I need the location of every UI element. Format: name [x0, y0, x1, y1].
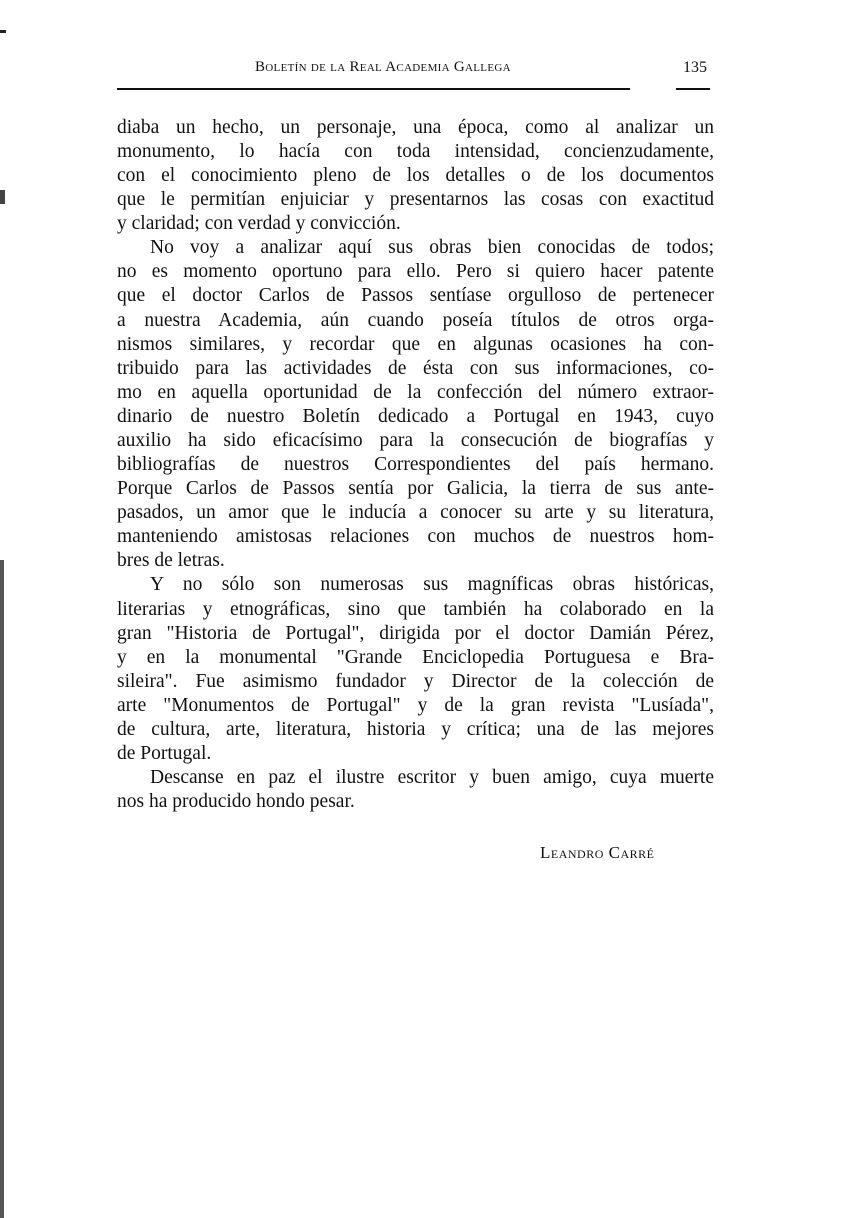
text-line: literarias y etnográficas, sino que también ha colaborado en la	[117, 599, 714, 620]
text-line: Descanse en paz el ilustre escritor y buen amigo, cuya muerte	[150, 767, 714, 788]
text-line: arte "Monumentos de Portugal" y de la gran revista "Lusíada",	[117, 695, 714, 716]
text-line: Y no sólo son numerosas sus magníficas obras históricas,	[150, 574, 714, 595]
header-rule	[676, 88, 710, 90]
text-line: monumento, lo hacía con toda intensidad, concienzudamente,	[117, 141, 714, 162]
scan-mark	[0, 30, 6, 33]
scan-mark	[0, 190, 5, 204]
text-line: de Portugal.	[117, 743, 212, 764]
text-line: gran "Historia de Portugal", dirigida por el doctor Damián Pérez,	[117, 623, 714, 644]
text-line: que el doctor Carlos de Passos sentíase orgulloso de pertenecer	[117, 285, 714, 306]
text-line: auxilio ha sido eficacísimo para la consecución de biografías y	[117, 430, 714, 451]
text-line: mo en aquella oportunidad de la confección del número extraor-	[117, 382, 714, 403]
header-rule	[117, 88, 630, 90]
text-line: a nuestra Academia, aún cuando poseía títulos de otros orga-	[117, 310, 714, 331]
author-signature: Leandro Carré	[540, 843, 655, 862]
text-line: sileira". Fue asimismo fundador y Director de la colección de	[117, 671, 714, 692]
text-line: con el conocimiento pleno de los detalles o de los documentos	[117, 165, 714, 186]
text-line: que le permitían enjuiciar y presentarnos las cosas con exactitud	[117, 189, 714, 210]
text-line: nos ha producido hondo pesar.	[117, 791, 355, 812]
text-line: de cultura, arte, literatura, historia y crítica; una de las mejores	[117, 719, 714, 740]
text-line: No voy a analizar aquí sus obras bien conocidas de todos;	[150, 237, 714, 258]
text-line: y en la monumental "Grande Enciclopedia Portuguesa e Bra-	[117, 647, 714, 668]
text-line: diaba un hecho, un personaje, una época, como al analizar un	[117, 117, 714, 138]
page-number: 135	[683, 59, 707, 76]
text-line: no es momento oportuno para ello. Pero si quiero hacer patente	[117, 261, 714, 282]
text-line: pasados, un amor que le inducía a conocer su arte y su literatura,	[117, 502, 714, 523]
text-line: bres de letras.	[117, 550, 225, 571]
running-header: Boletín de la Real Academia Gallega	[255, 59, 511, 75]
text-line: y claridad; con verdad y convicción.	[117, 213, 401, 234]
scan-binding-edge	[0, 560, 4, 1218]
text-line: dinario de nuestro Boletín dedicado a Portugal en 1943, cuyo	[117, 406, 714, 427]
text-line: Porque Carlos de Passos sentía por Galicia, la tierra de sus ante-	[117, 478, 714, 499]
text-line: tribuido para las actividades de ésta con sus informaciones, co-	[117, 358, 714, 379]
text-line: manteniendo amistosas relaciones con muchos de nuestros hom-	[117, 526, 714, 547]
text-line: nismos similares, y recordar que en algunas ocasiones ha con-	[117, 334, 714, 355]
text-line: bibliografías de nuestros Correspondientes del país hermano.	[117, 454, 714, 475]
